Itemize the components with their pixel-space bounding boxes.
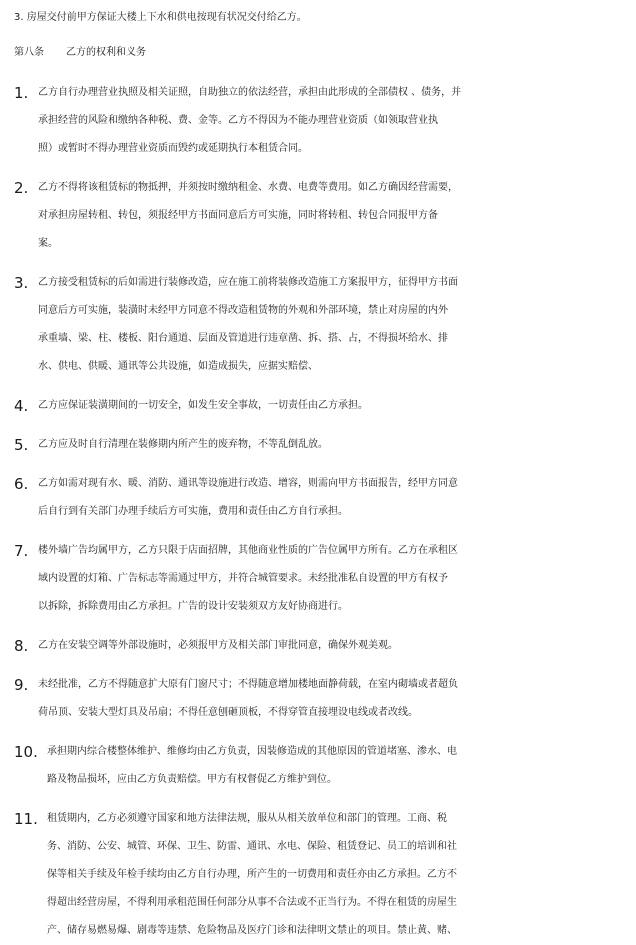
clause-body — [0, 470, 636, 526]
clause-line: 楼外墙广告均属甲方，乙方只限于店面招牌，其他商业性质的广告位属甲方所有。乙方在承租区 — [38, 545, 458, 556]
article-heading — [14, 39, 636, 67]
clause-number: 1. — [14, 84, 29, 102]
clause-line: 域内设置的灯箱、广告标志等需通过甲方，并符合城管要求。未经批准私自设置的甲方有权予 — [38, 573, 448, 584]
clause-line: 得超出经营房屋，不得利用承租范围任何部分从事不合法或不正当行为。不得在租赁的房屋生 — [47, 897, 457, 908]
clause-line: 务、消防、公安、城管、环保、卫生、防雷、通讯、水电、保险、租赁登记、员工的培训和社 — [47, 841, 457, 852]
clause-item — [0, 470, 636, 526]
clause-line: 承重墙、梁、柱、楼板、阳台通道、层面及管道进行违章凿、拆、搭、占，不得损坏给水、排 — [38, 333, 448, 344]
clause-number: 5. — [14, 436, 29, 454]
clause-line: 乙方在安装空调等外部设施时，必须报甲方及相关部门审批同意，确保外观美观。 — [38, 640, 398, 651]
clause-line: 乙方应及时自行清理在装修期内所产生的废弃物，不等乱倒乱放。 — [38, 439, 328, 450]
clause-line: 照）或暂时不得办理营业资质而毁约或延期执行本租赁合同。 — [38, 143, 308, 154]
clause-line: 案。 — [38, 238, 58, 249]
clause-body — [0, 79, 636, 163]
clause-line: 保等相关手续及年检手续均由乙方自行办理，所产生的一切费用和责任亦由乙方承担。乙方不 — [47, 869, 457, 880]
clause-number: 7. — [14, 542, 29, 560]
clause-item — [0, 738, 636, 794]
article-label: 第八条 — [14, 47, 44, 58]
clause-body — [0, 805, 636, 945]
clause-line: 乙方接受租赁标的后如需进行装修改造，应在施工前将装修改造施工方案报甲方，征得甲方书面 — [38, 277, 458, 288]
clause-line: 乙方如需对现有水、暖、消防、通讯等设施进行改造、增容，则需向甲方书面报告，经甲方同意 — [38, 478, 458, 489]
top-item — [14, 4, 636, 32]
clause-line: 乙方自行办理营业执照及相关证照，自助独立的依法经营，承担由此形成的全部债权 、债务，并 — [38, 87, 462, 98]
clause-item — [0, 632, 636, 660]
clause-line: 承担期内综合楼整体维护、维修均由乙方负责，因装修造成的其他原因的管道堵塞、渗水、电 — [47, 746, 457, 757]
clause-item — [0, 431, 636, 459]
clause-body — [0, 671, 636, 727]
clause-body — [0, 738, 636, 794]
clause-item — [0, 269, 636, 381]
clause-item — [0, 537, 636, 621]
clause-line: 承担经营的风险和缴纳各种税、费、金等。乙方不得因为不能办理营业资质（如领取营业执 — [38, 115, 438, 126]
clause-line: 荷吊顶、安装大型灯具及吊扇；不得任意刨砸顶板，不得穿管直接埋设电线或者改线。 — [38, 707, 418, 718]
clause-number: 6. — [14, 475, 29, 493]
clause-list — [0, 79, 636, 945]
clause-line: 乙方不得将该租赁标的物抵押，并须按时缴纳租金、水费、电费等费用。如乙方确因经营需要， — [38, 182, 458, 193]
clause-body — [0, 174, 636, 258]
clause-line: 未经批准，乙方不得随意扩大原有门窗尺寸；不得随意增加楼地面静荷载，在室内砌墙或者超负 — [38, 679, 458, 690]
clause-item — [0, 805, 636, 945]
clause-number: 10. — [14, 743, 38, 761]
article-title: 乙方的权利和义务 — [66, 47, 146, 58]
top-item-text: 房屋交付前甲方保证大楼上下水和供电按现有状况交付给乙方。 — [26, 12, 307, 23]
clause-body — [0, 392, 636, 420]
clause-line: 对承担房屋转租、转包，须报经甲方书面同意后方可实施，同时将转租、转包合同报甲方备 — [38, 210, 438, 221]
clause-item — [0, 174, 636, 258]
clause-number: 4. — [14, 397, 29, 415]
clause-line: 同意后方可实施，装潢时未经甲方同意不得改造租赁物的外观和外部环境，禁止对房屋的内外 — [38, 305, 448, 316]
clause-item — [0, 79, 636, 163]
clause-number: 11. — [14, 810, 38, 828]
clause-number: 8. — [14, 637, 29, 655]
clause-line: 水、供电、供暖、通讯等公共设施，如造成损失，应据实赔偿、 — [38, 361, 318, 372]
clause-body — [0, 431, 636, 459]
clause-line: 乙方应保证装潢期间的一切安全，如发生安全事故，一切责任由乙方承担。 — [38, 400, 368, 411]
clause-item — [0, 671, 636, 727]
clause-line: 产、储存易燃易爆、剧毒等违禁、危险物品及医疗门诊和法律明文禁止的项目。禁止黄、赌、 — [47, 925, 457, 936]
clause-line: 以拆除，拆除费用由乙方承担。广告的设计安装须双方友好协商进行。 — [38, 601, 348, 612]
clause-line: 后自行到有关部门办理手续后方可实施，费用和责任由乙方自行承担。 — [38, 506, 348, 517]
clause-line: 租赁期内，乙方必须遵守国家和地方法律法规，服从从相关放单位和部门的管理。工商、税 — [47, 813, 447, 824]
clause-line: 路及物品损坏，应由乙方负责赔偿。甲方有权督促乙方维护到位。 — [47, 774, 337, 785]
clause-body — [0, 269, 636, 381]
clause-body — [0, 632, 636, 660]
top-item-number: 3. — [14, 12, 24, 23]
clause-number: 2. — [14, 179, 29, 197]
clause-body — [0, 537, 636, 621]
clause-item — [0, 392, 636, 420]
clause-number: 3. — [14, 274, 29, 292]
clause-number: 9. — [14, 676, 29, 694]
